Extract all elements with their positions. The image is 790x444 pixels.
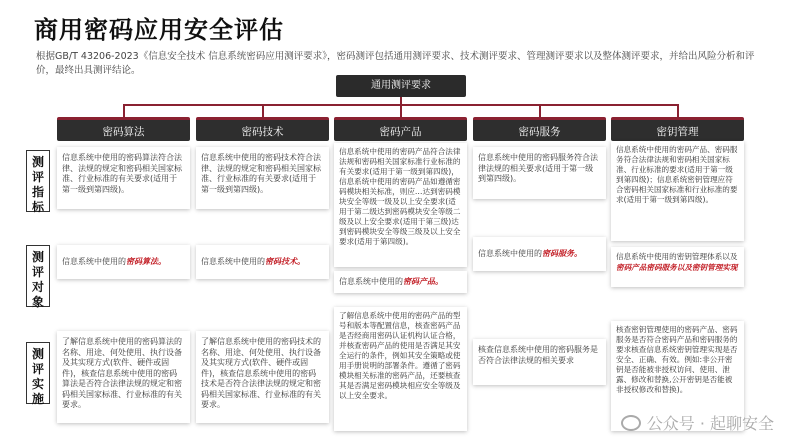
watermark-text: 公众号 · 起聊安全 (646, 414, 774, 433)
indicator-cell: 信息系统中使用的密码算法符合法律、法规的规定和密码相关国家标准、行业标准的有关要求(适用于第一级到第四级)。 (57, 147, 190, 209)
row-label-indicator: 测 评 指 标 (26, 150, 50, 212)
tree-connector-branch (400, 104, 402, 118)
column-header: 密钥管理 (611, 117, 744, 141)
row-label-object: 测 评 对 象 (26, 245, 50, 307)
implementation-cell: 核查信息系统中使用的密码服务是否符合法律法规的相关要求 (473, 339, 606, 385)
object-cell: 信息系统中使用的密码算法。 (57, 245, 190, 279)
column-header: 密码服务 (473, 117, 606, 141)
intro-paragraph: 根据GB/T 43206-2023《信息安全技术 信息系统密码应用测评要求》，密码测评包括通用测评要求、技术测评要求、管理测评要求以及整体测评要求，并给出风险分析和评价，最终出具测评结论。 (36, 51, 755, 76)
column-header: 密码技术 (196, 117, 329, 141)
tree-connector-branch (677, 104, 679, 118)
page-title: 商用密码应用安全评估 (34, 16, 284, 44)
object-cell: 信息系统中使用的密钥管理体系以及密码产品密码服务以及密钥管理实现 (611, 247, 744, 287)
object-cell: 信息系统中使用的密码技术。 (196, 245, 329, 279)
implementation-cell: 核查密钥管理使用的密码产品、密码服务是否符合密码产品和密码服务的要求核查信息系统密钥管理实现是否安全、正确、有效。例如:非公开密钥是否能被非授权访问、使用、泄露、修改和替换,公开密钥是否能被非授权修改和替换)。 (611, 321, 744, 431)
indicator-cell: 信息系统中使用的密码产品符合法律法规和密码相关国家标准行业标准的有关要求(适用于第一级到第四级)，信息系统中使用的密码产品如遵循密码模块相关标准，则应…达到密码模块安全等级一级及以上安全要求(适用于第二级达到密码模块安全等级二级及以上安全要求(适用于第三级)达到密码模块安全等级三级及以上安全要求(适用于第四级)。 (334, 143, 467, 267)
column-crypto-service (473, 117, 606, 365)
indicator-cell: 信息系统中使用的密码服务符合法律法规的相关要求(适用于第一级到第四级)。 (473, 147, 606, 199)
implementation-cell: 了解信息系统中使用的密码技术的名称、用途、何处使用、执行设备及其实现方式(软件、硬件或固件)，核查信息系统中使用的密码技术是否符合法律法规的规定和密码相关国家标准、行业标准的有关要求。 (196, 331, 329, 423)
column-header: 密码算法 (57, 117, 190, 141)
tree-connector-branch (539, 104, 541, 118)
root-node-general-requirements: 通用测评要求 (336, 75, 466, 97)
tree-connector-branch (262, 104, 264, 118)
column-crypto-product (334, 117, 467, 400)
watermark (621, 411, 774, 434)
column-crypto-technology (196, 117, 329, 409)
indicator-cell: 信息系统中使用的密码技术符合法律、法规的规定和密码相关国家标准、行业标准的有关要求(适用于第一级到第四级)。 (196, 147, 329, 209)
column-crypto-algorithm (57, 117, 190, 409)
object-cell: 信息系统中使用的密码产品。 (334, 271, 467, 293)
tree-connector-branch (123, 104, 125, 118)
wechat-icon (621, 415, 641, 431)
implementation-cell: 了解信息系统中使用的密码算法的名称、用途、何处使用、执行设备及其实现方式(软件、硬件或固件)，核查信息系统中使用的密码算法是否符合法律法规的规定和密码相关国家标准、行业标准的有关要求。 (57, 331, 190, 423)
column-header: 密码产品 (334, 117, 467, 141)
row-label-implementation: 测 评 实 施 (26, 342, 50, 404)
indicator-cell: 信息系统中使用的密码产品、密码服务符合法律法规和密码相关国家标准、行业标准的要求(适用于第一级到第四级)；信息系统密钥管理应符合密码相关国家标准和行业标准的要求(适用于第一级到第四级)。 (611, 141, 744, 241)
column-key-management (611, 117, 744, 394)
object-cell: 信息系统中使用的密码服务。 (473, 237, 606, 271)
implementation-cell: 了解信息系统中使用的密码产品的型号和版本等配置信息，核查密码产品是否经商用密码认证机构认证合格，并核查密码产品的使用是否满足其安全运行的条件，例如其安全策略或使用手册说明的部署条件。遵循了密码模块相关标准的密码产品，还要核查其是否满足密码模块相应安全等级及以上安全要求。 (334, 307, 467, 431)
